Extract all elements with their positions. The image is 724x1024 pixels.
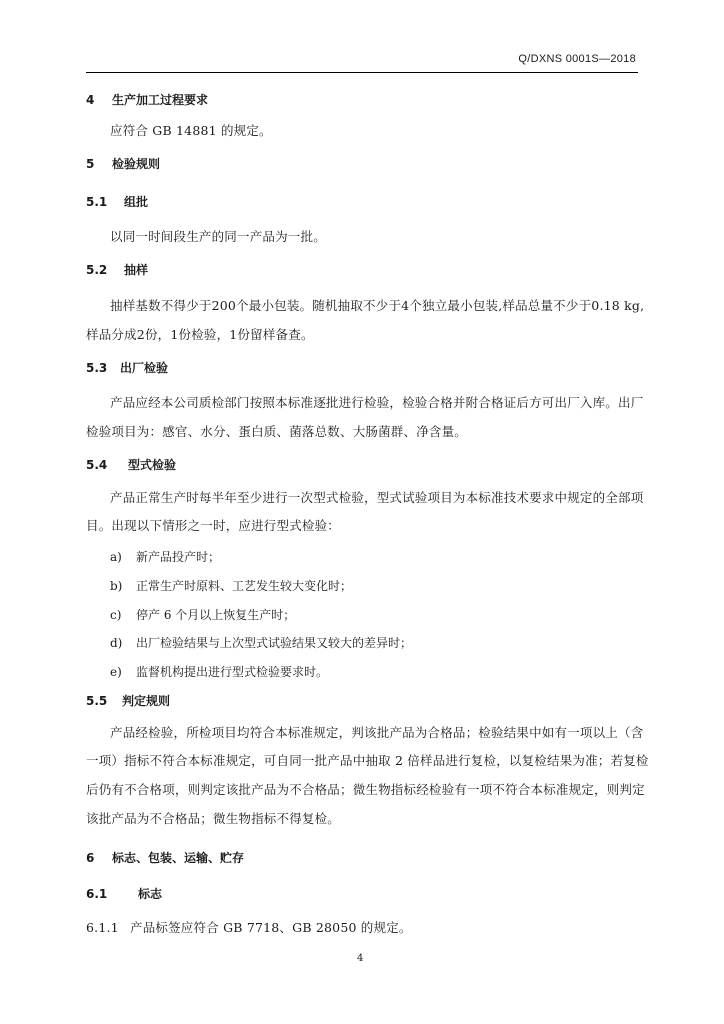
list-item bbox=[110, 663, 328, 680]
list-label: a) bbox=[110, 550, 122, 564]
section-number: 6 bbox=[86, 851, 95, 865]
section-5-5-heading bbox=[86, 692, 170, 709]
section-number: 4 bbox=[86, 93, 95, 107]
section-4-heading bbox=[86, 91, 208, 108]
header-rule bbox=[86, 72, 638, 73]
section-number: 5 bbox=[86, 157, 95, 171]
section-5-2-line: 抽样基数不得少于200个最小包装。随机抽取不少于4个独立最小包装,样品总量不少于0.18 kg, bbox=[110, 298, 645, 313]
section-5-5-line: 一项）指标不符合本标准规定，可自同一批产品中抽取 2 倍样品进行复检，以复检结果为准；若复检 bbox=[86, 753, 649, 768]
list-label: b) bbox=[110, 579, 123, 593]
list-text: 监督机构提出进行型式检验要求时。 bbox=[136, 665, 329, 679]
section-5-3-line: 检验项目为：感官、水分、蛋白质、菌落总数、大肠菌群、净含量。 bbox=[86, 424, 468, 439]
section-title: 出厂检验 bbox=[120, 361, 169, 375]
section-6-1-1 bbox=[86, 918, 412, 936]
document-code: Q/DXNS 0001S—2018 bbox=[518, 53, 636, 65]
section-5-heading bbox=[86, 155, 160, 172]
section-5-3-line: 产品应经本公司质检部门按照本标准逐批进行检验，检验合格并附合格证后方可出厂入库。出厂 bbox=[110, 395, 644, 410]
page-number: 4 bbox=[357, 953, 364, 964]
section-title: 生产加工过程要求 bbox=[112, 93, 209, 107]
section-number: 6.1 bbox=[86, 887, 108, 901]
section-title: 标志、包装、运输、贮存 bbox=[112, 851, 245, 865]
list-text: 出厂检验结果与上次型式试验结果又较大的差异时； bbox=[136, 636, 413, 650]
section-number: 5.1 bbox=[86, 195, 108, 209]
section-number: 5.5 bbox=[86, 694, 108, 708]
section-number: 5.4 bbox=[86, 458, 108, 472]
list-item bbox=[110, 606, 295, 623]
section-title: 组批 bbox=[124, 195, 149, 209]
list-item bbox=[110, 548, 220, 565]
section-5-4-line: 目。出现以下情形之一时，应进行型式检验： bbox=[86, 518, 341, 533]
section-5-5-line: 产品经检验，所检项目均符合本标准规定，判该批产品为合格品；检验结果中如有一项以上（含 bbox=[110, 725, 644, 740]
section-number: 5.2 bbox=[86, 263, 108, 277]
section-title: 判定规则 bbox=[122, 694, 171, 708]
section-6-heading bbox=[86, 849, 244, 866]
section-5-1-text: 以同一时间段生产的同一产品为一批。 bbox=[110, 229, 326, 244]
list-label: e) bbox=[110, 665, 122, 679]
section-5-5-line: 该批产品为不合格品；微生物指标不得复检。 bbox=[86, 811, 341, 826]
section-5-4-heading bbox=[86, 456, 176, 473]
list-text: 停产 6 个月以上恢复生产时； bbox=[136, 608, 296, 622]
section-4-text: 应符合 GB 14881 的规定。 bbox=[110, 123, 272, 138]
section-5-2-heading bbox=[86, 261, 148, 278]
section-text: 产品标签应符合 GB 7718、GB 28050 的规定。 bbox=[130, 920, 412, 935]
section-title: 标志 bbox=[138, 887, 163, 901]
list-item bbox=[110, 634, 412, 651]
section-5-1-heading bbox=[86, 193, 148, 210]
section-6-1-heading bbox=[86, 885, 162, 902]
section-5-4-line: 产品正常生产时每半年至少进行一次型式检验，型式试验项目为本标准技术要求中规定的全部项 bbox=[110, 490, 644, 505]
list-text: 新产品投产时； bbox=[136, 550, 221, 564]
section-number: 6.1.1 bbox=[86, 920, 119, 935]
section-title: 检验规则 bbox=[112, 157, 161, 171]
section-title: 型式检验 bbox=[128, 458, 177, 472]
list-text: 正常生产时原料、工艺发生较大变化时； bbox=[136, 579, 353, 593]
section-title: 抽样 bbox=[124, 263, 149, 277]
section-5-5-line: 后仍有不合格项，则判定该批产品为不合格品；微生物指标经检验有一项不符合本标准规定，则判定 bbox=[86, 782, 645, 797]
list-item bbox=[110, 577, 352, 594]
section-5-3-heading bbox=[86, 359, 168, 376]
list-label: d) bbox=[110, 636, 123, 650]
section-number: 5.3 bbox=[86, 361, 108, 375]
section-5-2-line: 样品分成2份，1份检验，1份留样备查。 bbox=[86, 327, 314, 342]
list-label: c) bbox=[110, 608, 122, 622]
